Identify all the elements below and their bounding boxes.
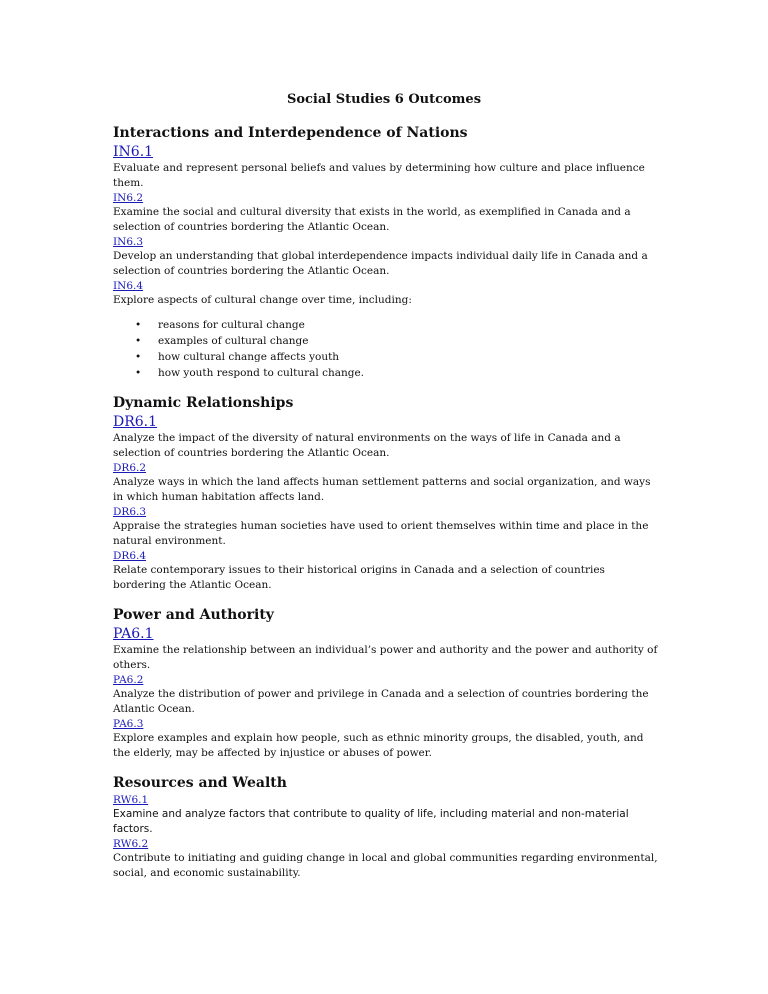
outcome-text: Analyze ways in which the land affects human settlement patterns and social organization, and ways in which human habitation affects land. (113, 476, 651, 503)
bullet-list (113, 317, 661, 381)
outcome-code-link[interactable]: DR6.3 (113, 506, 147, 518)
section-heading: Dynamic Relationships (113, 395, 294, 411)
section-power-authority (113, 605, 661, 761)
outcome-text: Evaluate and represent personal beliefs and values by determining how culture and place influence them. (113, 162, 645, 189)
outcome-code-link[interactable]: RW6.2 (113, 838, 149, 850)
outcome-text: Relate contemporary issues to their historical origins in Canada and a selection of countries bordering the Atlantic Ocean. (113, 564, 605, 591)
outcome-code-link[interactable]: DR6.4 (113, 550, 147, 562)
outcome-text: Explore aspects of cultural change over time, including: (113, 294, 412, 306)
bullet-icon: • (135, 319, 142, 331)
outcome-code-link[interactable]: PA6.3 (113, 718, 144, 730)
outcome-code-link[interactable]: DR6.2 (113, 462, 147, 474)
list-item: • how youth respond to cultural change. (135, 367, 365, 379)
outcome-code-link[interactable]: RW6.1 (113, 794, 149, 806)
outcome-text: Analyze the impact of the diversity of natural environments on the ways of life in Canada and a selection of countries bordering the Atlantic Ocean. (113, 432, 621, 459)
list-item: • examples of cultural change (135, 335, 309, 347)
outcome-code-link[interactable]: DR6.1 (113, 414, 158, 430)
outcome-code-link[interactable]: IN6.3 (113, 236, 144, 248)
outcome-text: Examine the social and cultural diversity that exists in the world, as exemplified in Canada and a selection of countries bordering the Atlantic Ocean. (113, 206, 631, 233)
document-content (113, 123, 661, 893)
outcome-text: Examine the relationship between an individual’s power and authority and the power and authority of others. (113, 644, 658, 671)
list-item: • how cultural change affects youth (135, 351, 340, 363)
section-heading: Interactions and Interdependence of Nations (113, 125, 468, 141)
section-resources-wealth (113, 773, 661, 881)
bullet-icon: • (135, 335, 142, 347)
outcome-text: Analyze the distribution of power and privilege in Canada and a selection of countries bordering the Atlantic Ocean. (113, 688, 649, 715)
outcome-code-link[interactable]: PA6.2 (113, 674, 144, 686)
list-item: • reasons for cultural change (135, 319, 305, 331)
outcome-text: Appraise the strategies human societies have used to orient themselves within time and place in the natural environment. (113, 520, 649, 547)
outcome-code-link[interactable]: IN6.4 (113, 280, 144, 292)
outcome-text: Develop an understanding that global interdependence impacts individual daily life in Canada and a selection of countries bordering the Atlantic Ocean. (113, 250, 648, 277)
bullet-icon: • (135, 351, 142, 363)
outcome-code-link[interactable]: PA6.1 (113, 626, 154, 642)
section-heading: Power and Authority (113, 607, 274, 623)
section-heading: Resources and Wealth (113, 775, 287, 791)
page-title: Social Studies 6 Outcomes (286, 92, 482, 107)
bullet-icon: • (135, 367, 142, 379)
outcome-text: Explore examples and explain how people, such as ethnic minority groups, the disabled, youth, and the elderly, may be affected by injustice or abuses of power. (113, 732, 644, 759)
section-dynamic-relationships (113, 393, 661, 593)
outcome-text: Examine and analyze factors that contribute to quality of life, including material and non-material factors. (113, 808, 629, 835)
outcome-code-link[interactable]: IN6.1 (113, 144, 154, 160)
section-interactions (113, 123, 661, 381)
outcome-text: Contribute to initiating and guiding change in local and global communities regarding environmental, social, and economic sustainability. (113, 852, 658, 879)
outcome-code-link[interactable]: IN6.2 (113, 192, 144, 204)
